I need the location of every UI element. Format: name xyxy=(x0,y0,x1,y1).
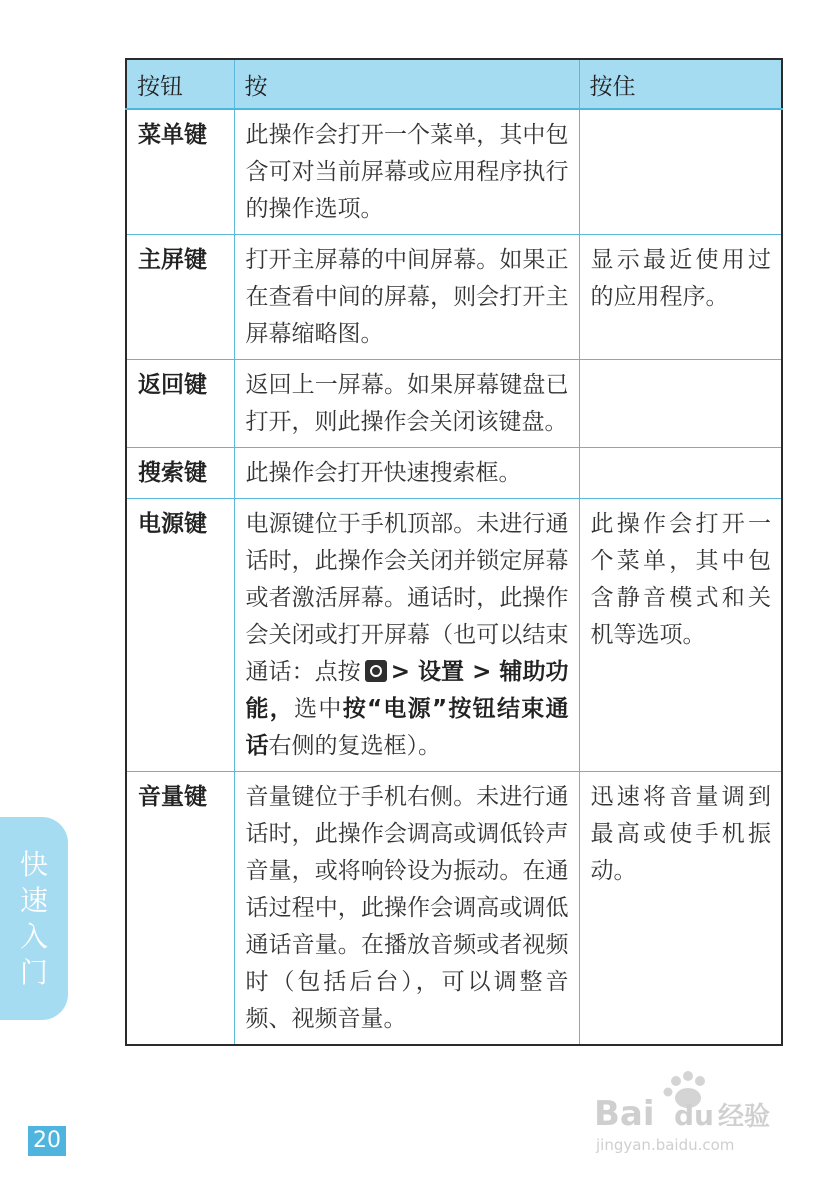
watermark-url: jingyan.baidu.com xyxy=(596,1136,735,1154)
table-header-row xyxy=(126,59,782,109)
row-key: 返回键 xyxy=(126,360,234,448)
power-settings-path: > 设置 > 辅助功能， xyxy=(245,659,569,722)
power-text-a: 电源键位于手机顶部。未进行通话时，此操作会关闭并锁定屏幕或者激活屏幕。通话时，此操作会关闭或打开屏幕（也可以结束通话：点按 xyxy=(245,511,569,685)
row-key: 电源键 xyxy=(126,499,234,772)
row-hold: 显示最近使用过的应用程序。 xyxy=(579,235,782,360)
row-hold xyxy=(579,448,782,499)
page-number: 20 xyxy=(28,1126,66,1156)
chapter-side-tab xyxy=(0,817,68,1020)
watermark-brand-c: 经验 xyxy=(718,1102,771,1132)
row-press xyxy=(234,499,579,772)
row-key: 主屏键 xyxy=(126,235,234,360)
table-row xyxy=(126,448,782,499)
power-text-c: 选中 xyxy=(294,696,343,722)
power-text-e: 右侧的复选框）。 xyxy=(268,733,441,759)
watermark-brand-b: du xyxy=(674,1099,714,1132)
baidu-jingyan-watermark xyxy=(590,1068,790,1158)
power-option-name: 按“电源”按钮结束通话 xyxy=(245,696,569,759)
row-press: 返回上一屏幕。如果屏幕键盘已打开，则此操作会关闭该键盘。 xyxy=(234,360,579,448)
row-press: 打开主屏幕的中间屏幕。如果正在查看中间的屏幕，则会打开主屏幕缩略图。 xyxy=(234,235,579,360)
row-press: 此操作会打开一个菜单，其中包含可对当前屏幕或应用程序执行的操作选项。 xyxy=(234,109,579,235)
row-press: 此操作会打开快速搜索框。 xyxy=(234,448,579,499)
row-hold xyxy=(579,360,782,448)
header-hold: 按住 xyxy=(579,59,782,109)
header-button: 按钮 xyxy=(126,59,234,109)
row-key: 搜索键 xyxy=(126,448,234,499)
row-hold xyxy=(579,109,782,235)
row-hold: 迅速将音量调到最高或使手机振动。 xyxy=(579,772,782,1046)
row-press: 音量键位于手机右侧。未进行通话时，此操作会调高或调低铃声音量，或将响铃设为振动。在通话过程中，此操作会调高或调低通话音量。在播放音频或者视频时（包括后台），可以调整音频、视频音量。 xyxy=(234,772,579,1046)
chapter-side-tab-label: 快速入门 xyxy=(19,848,48,989)
header-press: 按 xyxy=(234,59,579,109)
table-row xyxy=(126,235,782,360)
row-key: 音量键 xyxy=(138,784,207,810)
row-key: 菜单键 xyxy=(126,109,234,235)
button-functions-table xyxy=(125,58,783,1046)
row-hold: 此操作会打开一个菜单，其中包含静音模式和关机等选项。 xyxy=(579,499,782,772)
table-row xyxy=(126,360,782,448)
watermark-brand-a: Bai xyxy=(594,1094,655,1134)
menu-button-icon xyxy=(365,660,387,682)
table-row xyxy=(126,772,782,1046)
table-row xyxy=(126,109,782,235)
table-row xyxy=(126,499,782,772)
